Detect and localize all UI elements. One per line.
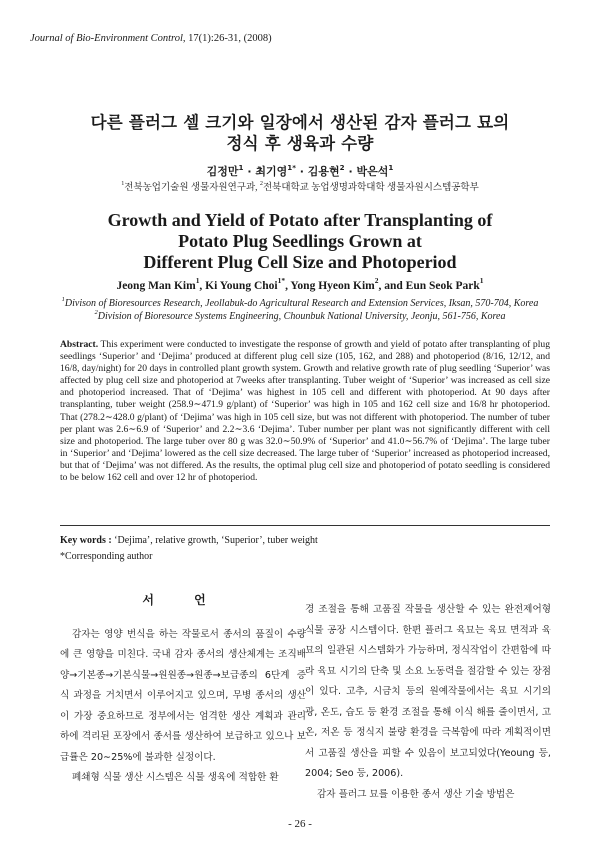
abstract: [60, 339, 550, 484]
separator: ·: [243, 165, 256, 178]
english-author: , and Eun Seok Park: [378, 280, 480, 292]
korean-affiliation-1: 전북농업기술원 생물자원연구과,: [124, 183, 260, 193]
korean-authors: [0, 163, 600, 179]
english-affiliation-2-text: Division of Bioresource Systems Engineering, Chounbuk National University, Jeonju, 561-756, Korea: [97, 311, 506, 322]
affiliation-mark: 1: [479, 276, 484, 286]
korean-title-line-1: 다른 플러그 셀 크기와 일장에서 생산된 감자 플러그 묘의: [90, 113, 510, 132]
affiliation-mark: 1: [121, 181, 125, 188]
english-authors: [0, 276, 600, 292]
section-heading-introduction: 서 언: [142, 593, 224, 607]
affiliation-mark: 2: [374, 276, 379, 286]
affiliation-mark: 1: [388, 162, 394, 172]
body-paragraph: 폐쇄형 식물 생산 시스템은 식물 생육에 적합한 환: [72, 772, 279, 783]
journal-citation: [30, 33, 272, 44]
english-affiliation-1: [0, 297, 600, 310]
abstract-label: Abstract.: [60, 339, 99, 350]
affiliation-mark: 1: [195, 276, 200, 286]
keywords-label: Key words :: [60, 535, 112, 546]
affiliation-mark: 1*: [287, 162, 296, 172]
affiliation-mark: 1: [238, 162, 244, 172]
english-title-line-1: Growth and Yield of Potato after Transplanting of: [107, 210, 493, 230]
english-affiliation-1-text: Divison of Bioresources Research, Jeollabuk-do Agricultural Research and Extension Services, Iksan, 570-704, Korea: [64, 298, 539, 309]
abstract-text: This experiment were conducted to investigate the response of growth and yield of potato after transplanting of plug seedlings ‘Superior’ and ‘Dejima’ produced at different plug cell size (105, 162, and 288) and photoperiod (8/16, 12/12, and 16/8, day/night) for 20 days in controlled plant growth system. Growth and relative growth rate of plug seedling ‘Superior’ was affected by plug cell size and photoperiod at 7weeks after transplanting. Tuber weight of ‘Superior’ was increased as cell size and photoperiod increased. That of ‘Dejima’ was highest in 105 cell and different with photoperiod. At 90 days after transplanting, tuber weight (258.9∼471.9 g/plant) of ‘Superior’ was high in 105 and 162 cell size and 16/8 hr photoperiod. That (278.2∼428.0 g/plant) of ‘Dejima’ was high in 105 cell size, but was not different with photoperiod. The number of tuber per plant was 2.6∼6.9 of ‘Superior’ and 2.2∼3.6 ‘Dejima’. Tuber number per plant was not significantly different with cell size and photoperiod. The large tuber over 80 g was 32.0∼50.9% of ‘Superior’ and 41.0∼56.7% of ‘Dejima’. The large tuber in ‘Superior’ and ‘Dejima’ lowered as the cell size decreased. The large tuber of ‘Superior’ increased as photoperiod increased, but that of ‘Dejima’ was not differed. As the results, the optimal plug cell size and photoperiod of potato seedling is considered to be below 162 cell and over 12 hr of photoperiod.: [60, 339, 550, 484]
korean-title: [0, 112, 600, 154]
english-title-line-2: Potato Plug Seedlings Grown at: [178, 231, 422, 251]
affiliation-mark: 2: [259, 181, 263, 188]
separator: ·: [344, 165, 357, 178]
journal-name: Journal of Bio-Environment Control,: [30, 33, 186, 44]
english-author: Jeong Man Kim: [116, 280, 196, 292]
korean-affiliation-2: 전북대학교 농업생명과학대학 생물자원시스템공학부: [262, 183, 479, 193]
body-column-right: [305, 600, 551, 805]
korean-affiliations: [0, 179, 600, 193]
journal-volume: 17(1):26-31, (2008): [188, 33, 272, 44]
body-paragraph: 경 조절을 통해 고품질 작물을 생산할 수 있는 완전제어형 식물 공장 시스템이다. 한편 플러그 육묘는 육묘 면적과 육묘의 일관된 시스템화가 가능하며, 정식작업이 간편함에 따라 육묘 시기의 단축 및 소요 노동력을 절감할 수 있는 장점이 있다. 고추, 시금치 등의 원예작물에서는 육묘 시기의 광, 온도, 습도 등 환경 조절을 통해 이식 해를 줄이면서, 고온, 저온 등 정식지 불량 환경을 극복함에 따라 계획적이면서 고품질 생산을 피할 수 있음이 보고되었다(Yeoung 등, 2004; Seo 등, 2006).: [305, 604, 551, 779]
korean-author: 박은석: [356, 165, 389, 178]
affiliation-mark: 1: [61, 296, 65, 304]
english-author: , Yong Hyeon Kim: [285, 280, 375, 292]
korean-author: 최기영: [255, 165, 288, 178]
korean-author: 김용현: [307, 165, 340, 178]
korean-title-line-2: 정식 후 생육과 수량: [226, 134, 374, 153]
keywords: [60, 535, 550, 546]
body-column-left: [60, 593, 306, 789]
affiliation-mark: 2: [94, 309, 98, 317]
english-affiliations: [0, 297, 600, 323]
affiliation-mark: 2: [339, 162, 345, 172]
affiliation-mark: 1*: [277, 276, 286, 286]
english-author: , Ki Young Choi: [199, 280, 278, 292]
corresponding-author-note: *Corresponding author: [60, 551, 153, 562]
english-affiliation-2: [0, 310, 600, 323]
body-paragraph: 감자는 영양 번식을 하는 작물로서 종서의 품질이 수량에 큰 영향을 미친다. 국내 감자 종서의 생산체계는 조직배양→기본종→기본식물→원원종→원종→보급종의 6단계 증식 과정을 거치면서 이루어지고 있으며, 무병 종서의 생산이 가장 중요하므로 정부에서는 엄격한 생산 계획과 관리 하에 격리된 포장에서 종서를 생산하여 보급하고 있으나 보급률은 20∼25%에 불과한 실정이다.: [60, 628, 306, 763]
page-number: - 26 -: [288, 818, 312, 830]
english-title-line-3: Different Plug Cell Size and Photoperiod: [143, 252, 457, 272]
keywords-text: ‘Dejima’, relative growth, ‘Superior’, tuber weight: [114, 535, 318, 546]
body-paragraph: 감자 플러그 묘를 이용한 종서 생산 기술 방법은: [317, 788, 515, 800]
separator: ·: [295, 165, 308, 178]
korean-author: 김정만: [206, 165, 239, 178]
keywords-block: [60, 525, 550, 562]
english-title: [0, 210, 600, 273]
